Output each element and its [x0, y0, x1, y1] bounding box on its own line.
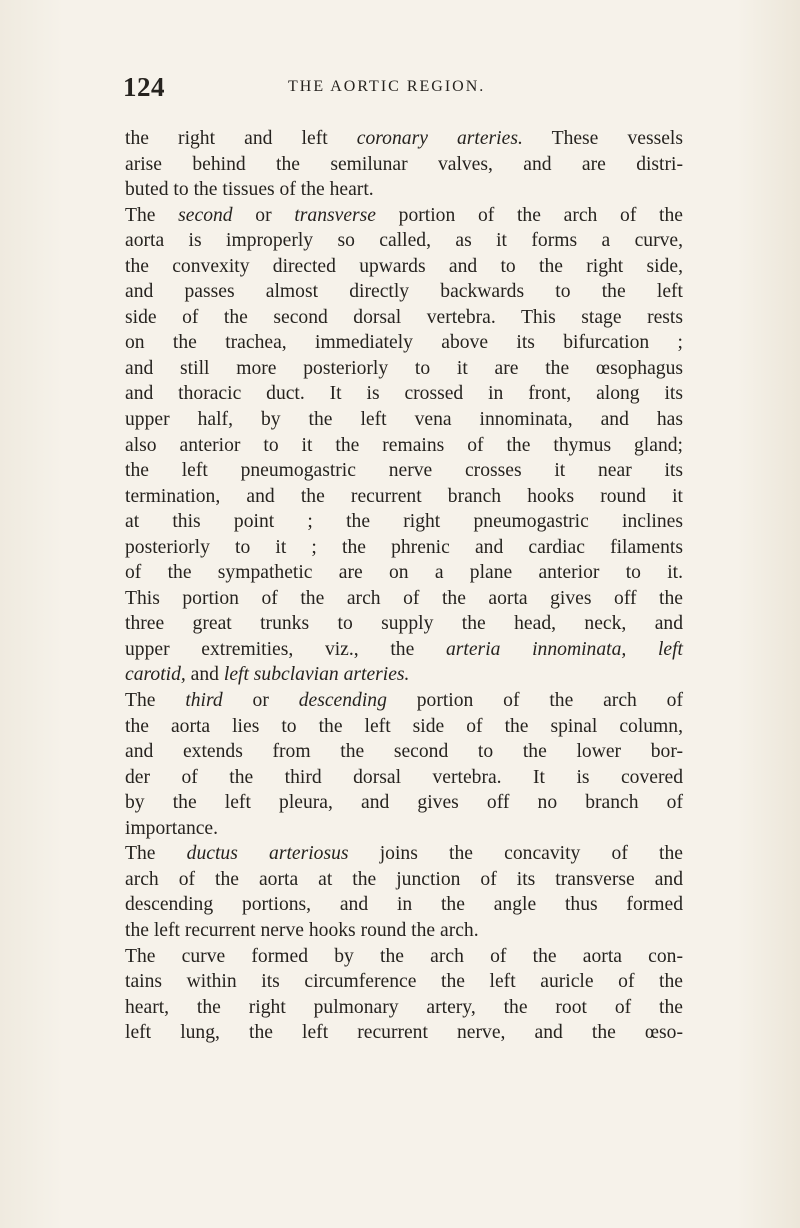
text-run: the right and left [125, 128, 357, 149]
text-line [125, 484, 683, 510]
text-run: joins the concavity of the [348, 843, 683, 865]
text-run: transverse [294, 204, 376, 226]
text-line [125, 279, 683, 305]
text-run: also anterior to it the remains of the thymus gland; [125, 434, 683, 456]
text-line [125, 407, 683, 433]
text-run: on the trachea, immediately above its bifurcation ; [125, 332, 683, 354]
text-run: and [185, 664, 224, 686]
text-run: second [178, 204, 233, 226]
text-line [125, 867, 683, 893]
text-line [125, 611, 683, 637]
text-line [125, 458, 683, 484]
running-title: THE AORTIC REGION. [288, 78, 486, 95]
text-run: posteriorly to it ; the phrenic and cardiac filaments [125, 536, 683, 558]
text-run: at this point ; the right pneumogastric inclines [125, 511, 683, 533]
page-number: 124 [123, 72, 165, 102]
text-run: and extends from the second to the lower bor- [125, 741, 683, 763]
text-run: The [125, 204, 179, 226]
text-run: the left recurrent nerve hooks round the arch. [125, 919, 479, 941]
text-line [125, 381, 683, 407]
text-line [125, 662, 683, 688]
text-run: and thoracic duct. It is crossed in front, along its [125, 383, 683, 405]
text-line [125, 637, 683, 663]
text-line [125, 816, 683, 842]
text-run: descending [298, 690, 387, 712]
text-line [125, 535, 683, 561]
text-line [125, 841, 683, 867]
text-run: tains within its circumference the left auricle of the [125, 971, 683, 993]
text-run: by the left pleura, and gives off no branch of [125, 792, 683, 814]
text-run: coronary arteries. [356, 128, 523, 149]
text-run: descending portions, and in the angle thus formed [125, 894, 683, 916]
text-run: buted to the tissues of the heart. [125, 179, 374, 201]
text-run: These vessels [522, 128, 683, 149]
text-line [125, 509, 683, 535]
text-run: third [185, 690, 223, 712]
text-run: ductus arteriosus [186, 843, 349, 865]
text-run: the left pneumogastric nerve crosses it near its [125, 460, 683, 482]
text-run: der of the third dorsal vertebra. It is covered [125, 766, 683, 788]
text-run: This portion of the arch of the aorta gives off the [125, 587, 683, 609]
text-line [125, 944, 683, 970]
text-line [125, 739, 683, 765]
text-line [125, 126, 683, 152]
body-text [125, 126, 683, 1046]
text-run: portion of the arch of the [375, 204, 683, 226]
text-run: The [125, 843, 187, 865]
text-line [125, 330, 683, 356]
text-line [125, 892, 683, 918]
text-run: upper extremities, viz., the [125, 638, 446, 660]
text-run: aorta is improperly so called, as it forms a curve, [125, 230, 683, 252]
text-line [125, 765, 683, 791]
text-line [125, 433, 683, 459]
text-run: arteria innominata, left [446, 638, 683, 660]
text-run: The [125, 690, 186, 712]
text-run: upper half, by the left vena innominata, and has [125, 409, 683, 431]
text-run: and still more posteriorly to it are the œsophagus [125, 357, 683, 379]
text-run: carotid, [125, 664, 186, 686]
text-run: arise behind the semilunar valves, and are distri- [125, 153, 683, 175]
text-line [125, 560, 683, 586]
text-line [125, 305, 683, 331]
text-run: left lung, the left recurrent nerve, and the œso- [125, 1022, 683, 1044]
text-line [125, 688, 683, 714]
text-run: side of the second dorsal vertebra. This stage rests [125, 306, 683, 328]
text-line [125, 254, 683, 280]
text-line [125, 790, 683, 816]
text-run: the convexity directed upwards and to the right side, [125, 255, 683, 277]
text-run: termination, and the recurrent branch hooks round it [125, 485, 683, 507]
text-line [125, 714, 683, 740]
text-run: or [232, 204, 295, 226]
text-run: of the sympathetic are on a plane anterior to it. [125, 562, 683, 584]
text-line [125, 203, 683, 229]
text-line [125, 177, 683, 203]
text-line [125, 995, 683, 1021]
text-run: left subclavian arteries. [223, 664, 410, 686]
text-run: the aorta lies to the left side of the spinal column, [125, 715, 683, 737]
text-line [125, 228, 683, 254]
text-line [125, 586, 683, 612]
text-run: arch of the aorta at the junction of its transverse and [125, 868, 683, 890]
text-run: portion of the arch of [386, 690, 683, 712]
text-line [125, 969, 683, 995]
text-run: heart, the right pulmonary artery, the root of the [125, 996, 683, 1018]
text-line [125, 1020, 683, 1046]
text-run: or [222, 690, 299, 712]
text-run: importance. [125, 817, 219, 839]
text-run: The curve formed by the arch of the aorta con- [125, 945, 683, 967]
text-line [125, 152, 683, 178]
page-header [123, 72, 683, 112]
text-line [125, 918, 683, 944]
text-run: three great trunks to supply the head, neck, and [125, 613, 683, 635]
text-run: and passes almost directly backwards to the left [125, 281, 683, 303]
text-line [125, 356, 683, 382]
